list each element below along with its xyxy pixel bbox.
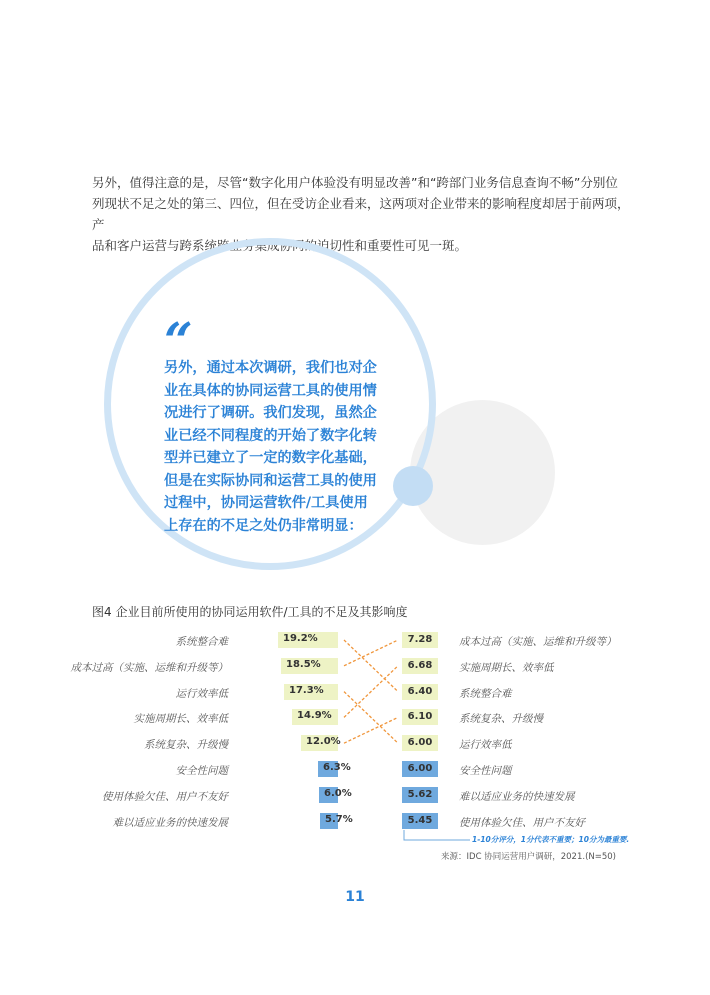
left-bar — [301, 735, 341, 751]
right-bar: 6.68 — [402, 658, 438, 674]
right-bar: 6.00 — [402, 761, 438, 777]
quote-line: 况进行了调研。我们发现，虽然企 — [164, 405, 377, 421]
left-bar-value: 18.5% — [286, 658, 321, 670]
left-bar-value: 14.9% — [297, 710, 332, 722]
left-bar — [319, 787, 352, 803]
quote-line: 上存在的不足之处仍非常明显： — [164, 517, 363, 534]
right-category-label: 系统整合难 — [459, 687, 512, 700]
left-category-label: 运行效率低 — [175, 687, 228, 700]
quote-line: 型并已建立了一定的数字化基础， — [164, 450, 377, 466]
quote-line: 但是在实际协同和运营工具的使用 — [164, 472, 377, 489]
left-bar — [318, 761, 351, 777]
right-category-label: 使用体验欠佳、用户不友好 — [459, 816, 585, 829]
chart-note: 1-10分评分，1分代表不重要；10分为最重要. — [472, 835, 630, 844]
decorative-blue-dot — [393, 466, 433, 506]
left-category-label: 系统整合难 — [175, 636, 228, 648]
right-bar: 5.45 — [402, 813, 438, 829]
right-bar: 5.62 — [402, 787, 438, 803]
pull-quote — [164, 357, 386, 537]
left-bar-value: 19.2% — [283, 633, 318, 644]
left-bar — [284, 684, 338, 700]
left-bar — [320, 813, 353, 829]
right-category-label: 运行效率低 — [459, 739, 512, 752]
left-bar — [278, 632, 338, 648]
left-category-label: 成本过高（实施、运维和升级等） — [70, 661, 228, 674]
right-category-label: 安全性问题 — [459, 765, 512, 777]
link-line — [344, 640, 398, 692]
page-number: 11 — [345, 889, 365, 905]
left-bar — [281, 658, 338, 674]
left-category-label: 使用体验欠佳、用户不友好 — [102, 790, 228, 803]
right-bar: 6.10 — [402, 709, 438, 725]
intro-line: 品和客户运营与跨系统跨业务集成协同的迫切性和重要性可见一斑。 — [92, 238, 468, 253]
right-bar: 6.40 — [402, 684, 438, 700]
link-line — [344, 692, 398, 744]
intro-paragraph — [92, 172, 632, 256]
right-bar: 6.00 — [402, 735, 438, 751]
left-category-label: 难以适应业务的快速发展 — [112, 816, 228, 829]
quote-mark-icon: “ — [164, 311, 193, 370]
left-bar-value: 12.0% — [306, 736, 341, 748]
left-category-label: 实施周期长、效率低 — [133, 713, 228, 726]
link-line — [344, 717, 398, 743]
chart-title: 图4 企业目前所使用的协同运用软件/工具的不足及其影响度 — [92, 605, 408, 619]
quote-line: 业在具体的协同运营工具的使用情 — [164, 382, 377, 399]
left-bar — [292, 709, 338, 725]
quote-line: 业已经不同程度的开始了数字化转 — [164, 427, 377, 444]
right-bar: 7.28 — [402, 632, 438, 648]
quote-line: 过程中，协同运营软件/工具使用 — [164, 495, 368, 511]
note-bracket — [404, 830, 470, 840]
chart-source: 来源：IDC 协同运营用户调研，2021.(N=50) — [441, 852, 616, 862]
right-category-label: 难以适应业务的快速发展 — [459, 790, 575, 803]
left-bar-value: 6.3% — [323, 762, 351, 773]
right-category-label: 成本过高（实施、运维和升级等） — [459, 636, 617, 648]
right-category-label: 实施周期长、效率低 — [459, 661, 554, 674]
link-line — [344, 640, 398, 666]
intro-line: 列现状不足之处的第三、四位，但在受访企业看来，这两项对企业带来的影响程度却居于前两项，产 — [92, 196, 630, 232]
left-bar-value: 5.7% — [325, 813, 353, 825]
right-category-label: 系统复杂、升级慢 — [459, 713, 543, 726]
left-bar-value: 6.0% — [324, 787, 352, 799]
quote-line: 另外，通过本次调研，我们也对企 — [164, 360, 377, 376]
left-category-label: 安全性问题 — [175, 765, 228, 777]
link-line — [344, 666, 398, 718]
left-category-label: 系统复杂、升级慢 — [144, 739, 228, 752]
intro-line: 另外，值得注意的是，尽管“数字化用户体验没有明显改善”和“跨部门业务信息查询不畅”分别位 — [92, 175, 618, 190]
left-bar-value: 17.3% — [289, 684, 324, 696]
